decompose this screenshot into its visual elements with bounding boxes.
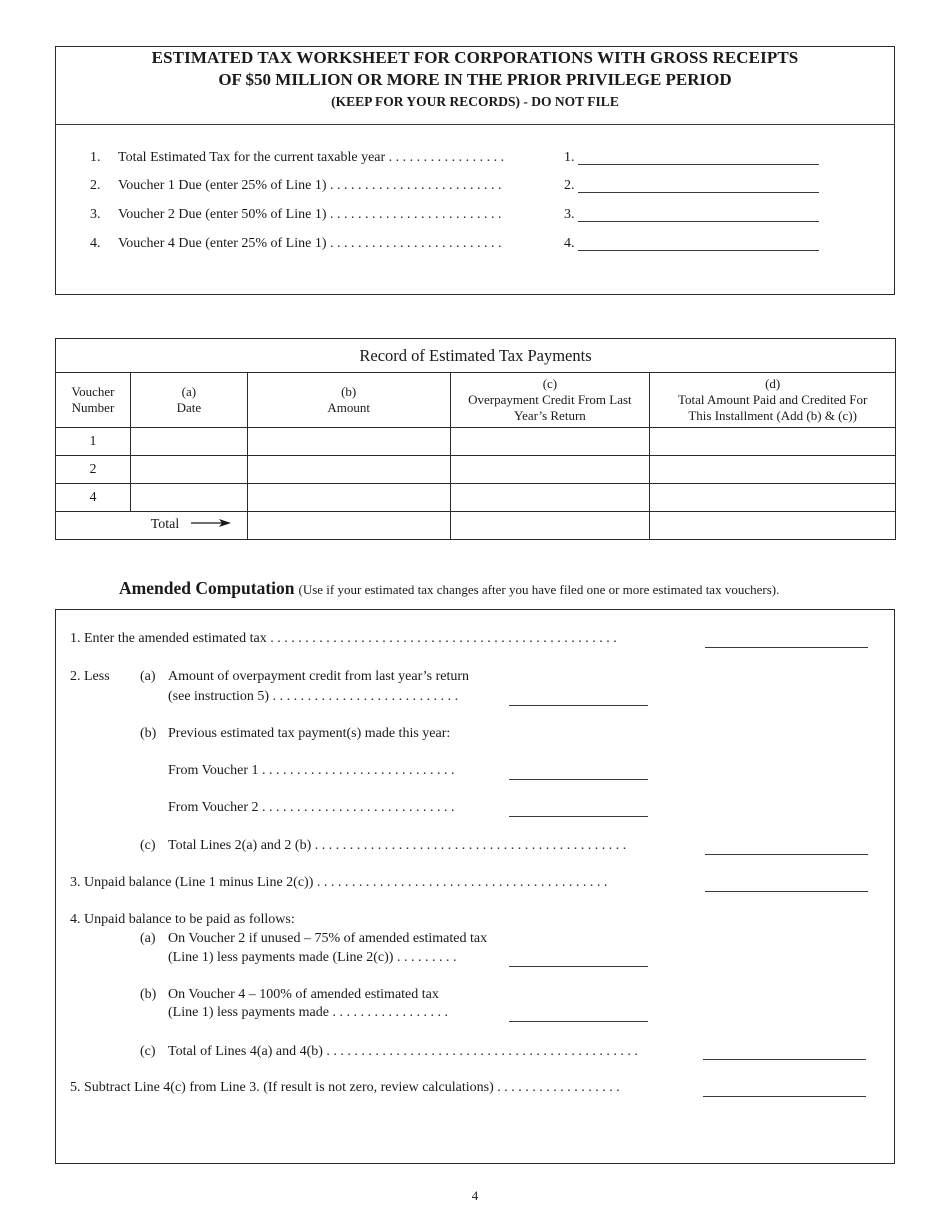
amended-line-4a-text2: (Line 1) less payments made (Line 2(c)) . . . . . . . . . xyxy=(168,950,457,965)
arrow-right-icon xyxy=(191,517,231,533)
amended-line-1: 1. Enter the amended estimated tax . . . . . . . . . . . . . . . . . . . . . . . . . . . . . . . . . . . . . . . . . . . . . . . . . . xyxy=(70,631,617,646)
table-row xyxy=(56,428,896,456)
amended-line-5: 5. Subtract Line 4(c) from Line 3. (If result is not zero, review calculations) . . . . . . . . . . . . . . . . . . xyxy=(70,1080,620,1095)
date-cell[interactable] xyxy=(130,484,247,512)
line-number: 2. xyxy=(90,178,101,193)
header-text: (a) Date xyxy=(176,384,202,415)
amended-line-3-field[interactable] xyxy=(705,891,868,892)
voucher-number-cell: 4 xyxy=(56,484,131,512)
amended-voucher-1: From Voucher 1 . . . . . . . . . . . . . . . . . . . . . . . . . . . . xyxy=(168,763,455,778)
amended-line-4c-tag: (c) xyxy=(140,1044,156,1059)
amended-line-2a-text2: (see instruction 5) . . . . . . . . . . . . . . . . . . . . . . . . . . . xyxy=(168,689,459,704)
amended-line-2a-field[interactable] xyxy=(509,705,648,706)
worksheet-subtitle: (KEEP FOR YOUR RECORDS) - DO NOT FILE xyxy=(331,94,619,109)
line-2-entry-field[interactable] xyxy=(578,192,819,193)
amended-title: Amended Computation xyxy=(119,578,295,598)
header-text: (d) Total Amount Paid and Credited For This Installment (Add (b) & (c)) xyxy=(677,376,868,423)
line-4-entry-field[interactable] xyxy=(578,250,819,251)
line-3-entry-field[interactable] xyxy=(578,221,819,222)
total-paid-cell[interactable] xyxy=(650,456,896,484)
amended-line-2a-tag: (a) xyxy=(140,669,156,684)
total-paid-cell[interactable] xyxy=(650,428,896,456)
header-voucher-number xyxy=(56,373,131,428)
total-paid-cell[interactable] xyxy=(650,484,896,512)
header-text: (b) Amount xyxy=(327,384,370,415)
line-text: Total Estimated Tax for the current taxable year . . . . . . . . . . . . . . . . . xyxy=(118,150,505,165)
date-cell[interactable] xyxy=(130,456,247,484)
line-number: 1. xyxy=(90,150,101,165)
amount-cell[interactable] xyxy=(247,484,450,512)
header-amount xyxy=(247,373,450,428)
amended-line-1-field[interactable] xyxy=(705,647,868,648)
amended-note: (Use if your estimated tax changes after you have filed one or more estimated tax vouchers). xyxy=(298,582,780,597)
voucher-number-cell: 2 xyxy=(56,456,131,484)
header-overpayment-credit xyxy=(450,373,650,428)
amended-line-4c-text: Total of Lines 4(a) and 4(b) . . . . . . . . . . . . . . . . . . . . . . . . . . . . . . . . . . . . . . . . . . . . . xyxy=(168,1044,638,1059)
table-caption: Record of Estimated Tax Payments xyxy=(56,339,896,373)
table-row xyxy=(56,484,896,512)
amended-line-2b-tag: (b) xyxy=(140,726,157,741)
amended-voucher-2-field[interactable] xyxy=(509,816,648,817)
date-cell[interactable] xyxy=(130,428,247,456)
total-label: Total xyxy=(150,517,180,533)
amended-line-2b-text: Previous estimated tax payment(s) made this year: xyxy=(168,726,451,741)
amended-line-2c-field[interactable] xyxy=(705,854,868,855)
amended-line-5-field[interactable] xyxy=(703,1096,866,1097)
amended-line-4b-text2: (Line 1) less payments made . . . . . . . . . . . . . . . . . xyxy=(168,1005,448,1020)
worksheet-title-line1: ESTIMATED TAX WORKSHEET FOR CORPORATIONS WITH GROSS RECEIPTS xyxy=(151,48,799,67)
worksheet-title-line2: OF $50 MILLION OR MORE IN THE PRIOR PRIVILEGE PERIOD xyxy=(218,70,732,89)
total-label-cell xyxy=(56,512,248,540)
amended-line-2c-tag: (c) xyxy=(140,838,156,853)
amended-line-2-label: 2. Less xyxy=(70,669,110,684)
amended-line-4a-tag: (a) xyxy=(140,931,156,946)
amended-line-3: 3. Unpaid balance (Line 1 minus Line 2(c)) . . . . . . . . . . . . . . . . . . . . . . . . . . . . . . . . . . . . . . . . . . xyxy=(70,875,608,890)
amount-cell[interactable] xyxy=(247,428,450,456)
amended-line-4a-field[interactable] xyxy=(509,966,648,967)
amended-line-4b-tag: (b) xyxy=(140,987,157,1002)
header-text: Voucher Number xyxy=(71,384,115,415)
worksheet-divider xyxy=(55,124,895,125)
header-total-amount-paid xyxy=(650,373,896,428)
total-paid-sum-cell[interactable] xyxy=(650,512,896,540)
amended-heading xyxy=(119,578,779,599)
line-1-entry-field[interactable] xyxy=(578,164,819,165)
header-date xyxy=(130,373,247,428)
record-of-payments-table xyxy=(55,338,896,540)
line-ref: 1. xyxy=(564,150,575,165)
table-row xyxy=(56,456,896,484)
total-overpayment-cell[interactable] xyxy=(450,512,650,540)
amended-line-4: 4. Unpaid balance to be paid as follows: xyxy=(70,912,295,927)
amended-line-4c-field[interactable] xyxy=(703,1059,866,1060)
voucher-number-cell: 1 xyxy=(56,428,131,456)
line-text: Voucher 4 Due (enter 25% of Line 1) . . . . . . . . . . . . . . . . . . . . . . . . . xyxy=(118,236,502,251)
line-ref: 3. xyxy=(564,207,575,222)
line-number: 3. xyxy=(90,207,101,222)
amended-line-4a-text1: On Voucher 2 if unused – 75% of amended estimated tax xyxy=(168,931,488,946)
overpayment-cell[interactable] xyxy=(450,484,650,512)
amended-line-4b-text1: On Voucher 4 – 100% of amended estimated tax xyxy=(168,987,439,1002)
header-text: (c) Overpayment Credit From Last Year’s Return xyxy=(468,376,632,423)
line-text: Voucher 2 Due (enter 50% of Line 1) . . . . . . . . . . . . . . . . . . . . . . . . . xyxy=(118,207,502,222)
amended-voucher-2: From Voucher 2 . . . . . . . . . . . . . . . . . . . . . . . . . . . . xyxy=(168,800,455,815)
amount-cell[interactable] xyxy=(247,456,450,484)
amended-line-2a-text1: Amount of overpayment credit from last year’s return xyxy=(168,669,470,684)
total-amount-cell[interactable] xyxy=(247,512,450,540)
amended-line-2c-text: Total Lines 2(a) and 2 (b) . . . . . . . . . . . . . . . . . . . . . . . . . . . . . . . . . . . . . . . . . . . . . xyxy=(168,838,627,853)
page-number: 4 xyxy=(471,1188,479,1203)
overpayment-cell[interactable] xyxy=(450,428,650,456)
line-text: Voucher 1 Due (enter 25% of Line 1) . . . . . . . . . . . . . . . . . . . . . . . . . xyxy=(118,178,502,193)
total-row xyxy=(56,512,896,540)
line-ref: 2. xyxy=(564,178,575,193)
line-ref: 4. xyxy=(564,236,575,251)
amended-voucher-1-field[interactable] xyxy=(509,779,648,780)
amended-line-4b-field[interactable] xyxy=(509,1021,648,1022)
overpayment-cell[interactable] xyxy=(450,456,650,484)
line-number: 4. xyxy=(90,236,101,251)
